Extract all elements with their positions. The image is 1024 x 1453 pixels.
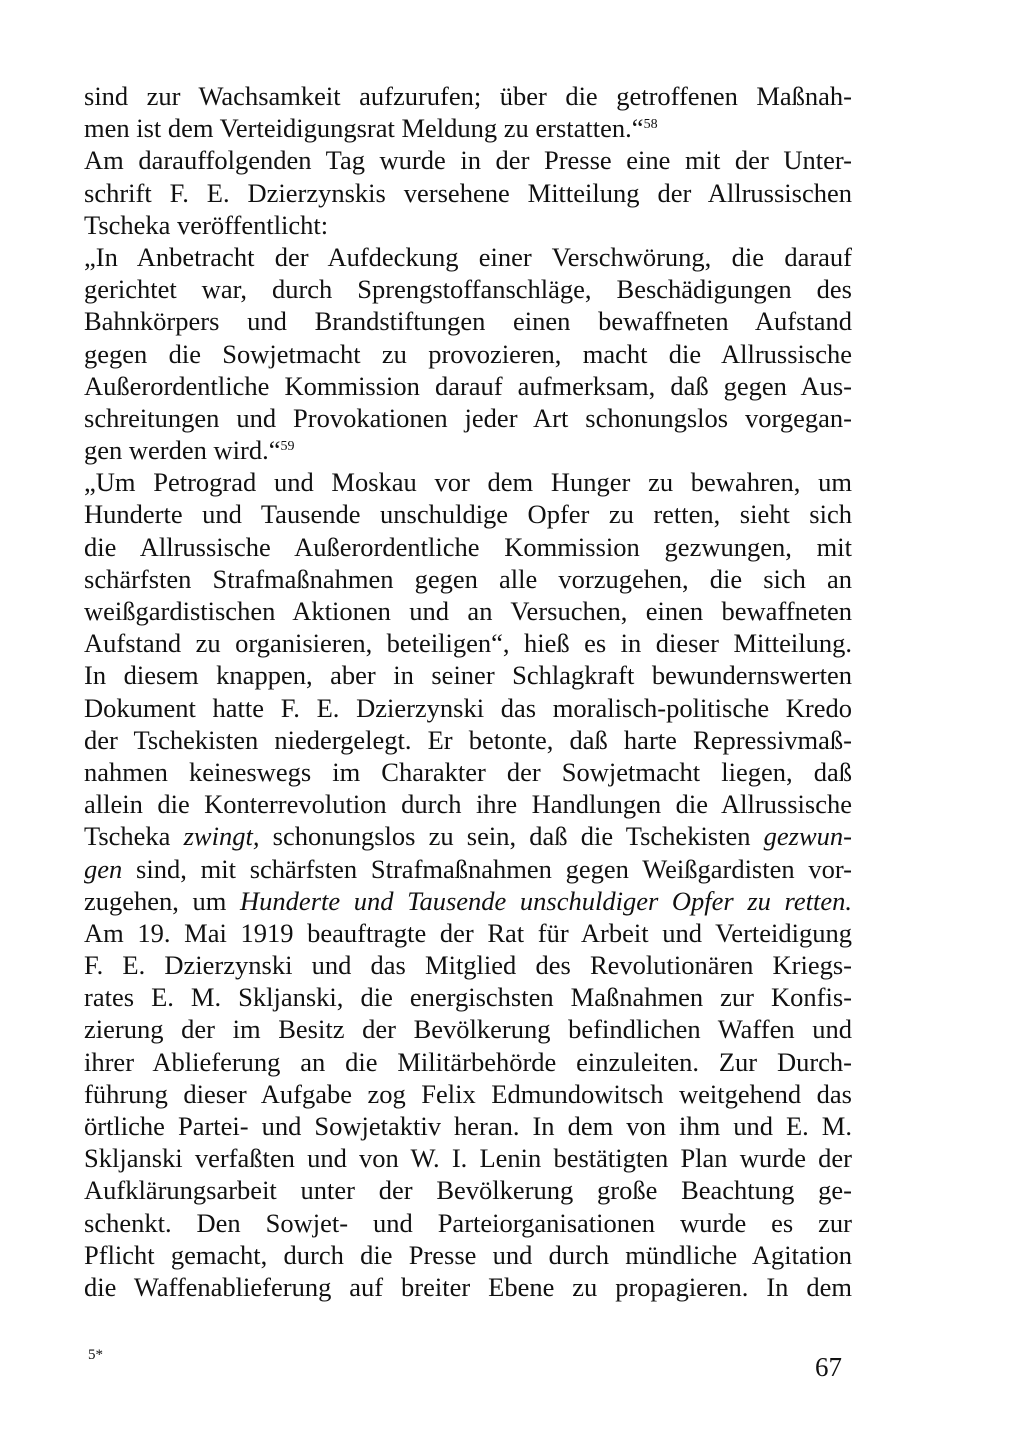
text-segment: Tscheka <box>84 821 171 852</box>
text-line: schenkt. Den Sowjet- und Parteiorganisationen wurde es zur <box>84 1207 852 1238</box>
text-line: sind zur Wachsamkeit aufzurufen; über die getroffenen Maßnah- <box>84 81 852 111</box>
text-line: Außerordentliche Kommission darauf aufmerksam, daß gegen Aus- <box>84 370 852 401</box>
signature-mark: 5* <box>88 1347 103 1363</box>
text-line: örtliche Partei- und Sowjetaktiv heran. In dem von ihm und E. M. <box>84 1111 852 1141</box>
text-line: rates E. M. Skljanski, die energischsten Maßnahmen zur Konfis- <box>84 982 852 1013</box>
text-line <box>84 853 852 885</box>
text-line: zierung der im Besitz der Bevölkerung befindlichen Waffen und <box>84 1014 852 1045</box>
text-line: „Um Petrograd und Moskau vor dem Hunger zu bewahren, um <box>84 467 852 498</box>
text-segment: zugehen, um <box>84 885 227 916</box>
text-line: Am 19. Mai 1919 beauftragte der Rat für Arbeit und Verteidigung <box>84 917 852 948</box>
emphasis-text: Hunderte und Tausende unschuldiger Opfer zu retten. <box>240 885 853 916</box>
text-line-content: gen werden wird.“ <box>84 435 281 466</box>
text-line: gegen die Sowjetmacht zu provozieren, macht die Allrussische <box>84 338 852 369</box>
text-line <box>84 112 852 144</box>
text-line: Aufklärungsarbeit unter der Bevölkerung große Beachtung ge- <box>84 1175 852 1206</box>
text-line-content: men ist dem Verteidigungsrat Meldung zu erstatten.“ <box>84 113 644 144</box>
footnote-ref-58: 58 <box>643 117 658 133</box>
text-line: In diesem knappen, aber in seiner Schlagkraft bewundernswerten <box>84 660 852 691</box>
text-line: führung dieser Aufgabe zog Felix Edmundowitsch weitgehend das <box>84 1078 852 1109</box>
emphasis-text: gen <box>84 853 123 884</box>
text-line: Pflicht gemacht, durch die Presse und durch mündliche Agitation <box>84 1239 852 1270</box>
text-line: Skljanski verfaßten und von W. I. Lenin bestätigten Plan wurde der <box>84 1143 852 1174</box>
text-line <box>84 885 852 917</box>
body-text <box>84 80 852 1303</box>
text-line: schärfsten Strafmaßnahmen gegen alle vorzugehen, die sich an <box>84 563 852 594</box>
text-line: Aufstand zu organisieren, beteiligen“, hieß es in dieser Mitteilung. <box>84 628 852 659</box>
text-line: die Allrussische Außerordentliche Kommission gezwungen, mit <box>84 531 852 562</box>
text-line: die Waffenablieferung auf breiter Ebene zu propagieren. In dem <box>84 1271 852 1302</box>
text-line: Am darauffolgenden Tag wurde in der Presse eine mit der Unter- <box>84 145 852 176</box>
text-line: Tscheka veröffentlicht: <box>84 209 329 240</box>
text-line: gerichtet war, durch Sprengstoffanschläge, Beschädigungen des <box>84 274 852 305</box>
text-line: der Tschekisten niedergelegt. Er betonte, daß harte Repressivmaß- <box>84 724 852 755</box>
text-line: schreitungen und Provokationen jeder Art schonungslos vorgegan- <box>84 402 852 433</box>
text-line: „In Anbetracht der Aufdeckung einer Verschwörung, die darauf <box>84 241 852 272</box>
text-segment: sind, mit schärfsten Strafmaßnahmen gegen Weißgardisten vor- <box>136 853 852 884</box>
text-line: Dokument hatte F. E. Dzierzynski das moralisch-politische Kredo <box>84 692 852 723</box>
page-number: 67 <box>815 1352 842 1382</box>
text-line: allein die Konterrevolution durch ihre Handlungen die Allrussische <box>84 789 852 820</box>
emphasis-text: gezwun- <box>763 821 852 852</box>
footnote-ref-59: 59 <box>280 439 295 455</box>
text-line: schrift F. E. Dzierzynskis versehene Mitteilung der Allrussischen <box>84 177 852 208</box>
text-line: F. E. Dzierzynski und das Mitglied des Revolutionären Kriegs- <box>84 950 852 981</box>
text-line <box>84 434 852 466</box>
emphasis-text: zwingt, <box>183 821 260 852</box>
text-line: ihrer Ablieferung an die Militärbehörde einzuleiten. Zur Durch- <box>84 1046 852 1077</box>
text-line <box>84 820 852 852</box>
text-line: Hunderte und Tausende unschuldige Opfer zu retten, sieht sich <box>84 499 852 530</box>
text-line: nahmen keineswegs im Charakter der Sowjetmacht liegen, daß <box>84 756 852 787</box>
text-segment: schonungslos zu sein, daß die Tschekisten <box>272 821 751 852</box>
text-line: Bahnkörpers und Brandstiftungen einen bewaffneten Aufstand <box>84 306 852 337</box>
text-line: weißgardistischen Aktionen und an Versuchen, einen bewaffneten <box>84 596 852 626</box>
